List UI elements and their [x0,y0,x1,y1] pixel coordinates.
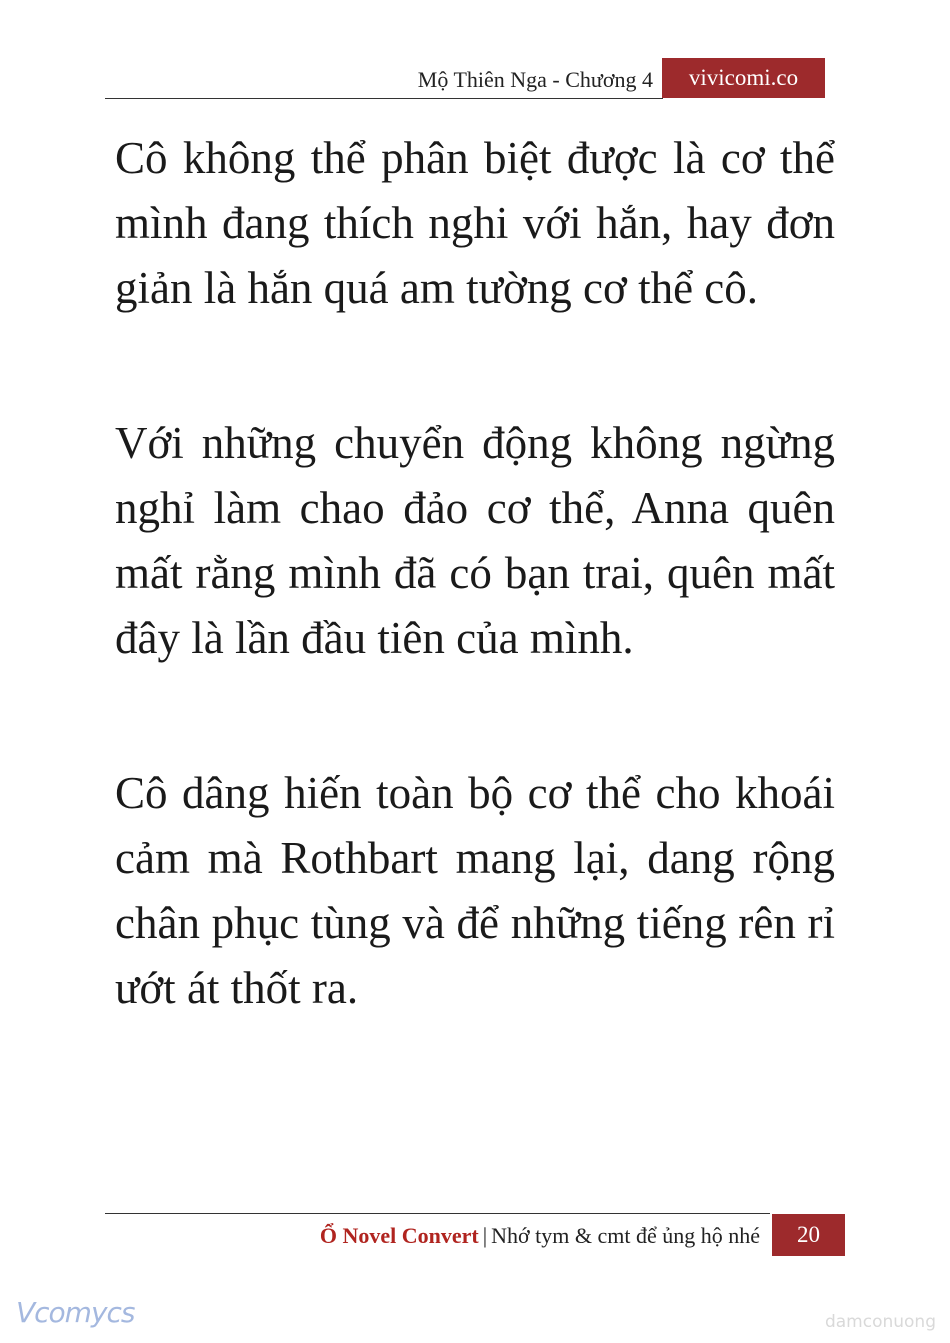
paragraph-1: Cô không thể phân biệt được là cơ thể mình đang thích nghi với hắn, hay đơn giản là hắn quá am tường cơ thể cô. [115,133,835,313]
footer-separator: | [482,1223,488,1248]
paragraph-3: Cô dâng hiến toàn bộ cơ thể cho khoái cảm mà Rothbart mang lại, dang rộng chân phục tùng và để những tiếng rên rỉ ướt át thốt ra. [115,768,835,1013]
page-number: 20 [772,1214,845,1256]
footer-brand: Ổ Novel Convert [319,1223,479,1248]
header-divider [105,98,663,99]
watermark-logo-left: Vcomycs [16,1296,135,1329]
footer-message: Nhớ tym & cmt để ủng hộ nhé [491,1223,760,1248]
footer-divider [105,1213,770,1214]
site-badge: vivicomi.co [662,58,825,98]
page-footer [105,1213,845,1257]
chapter-title: Mộ Thiên Nga - Chương 4 [417,67,653,92]
footer-credit [320,1223,760,1249]
page-body [115,126,835,1021]
paragraph-2: Với những chuyển động không ngừng nghỉ làm chao đảo cơ thể, Anna quên mất rằng mình đã có bạn trai, quên mất đây là lần đầu tiên của mình. [115,418,835,663]
watermark-text-right: damconuong [824,1312,936,1332]
page-header [105,58,825,100]
